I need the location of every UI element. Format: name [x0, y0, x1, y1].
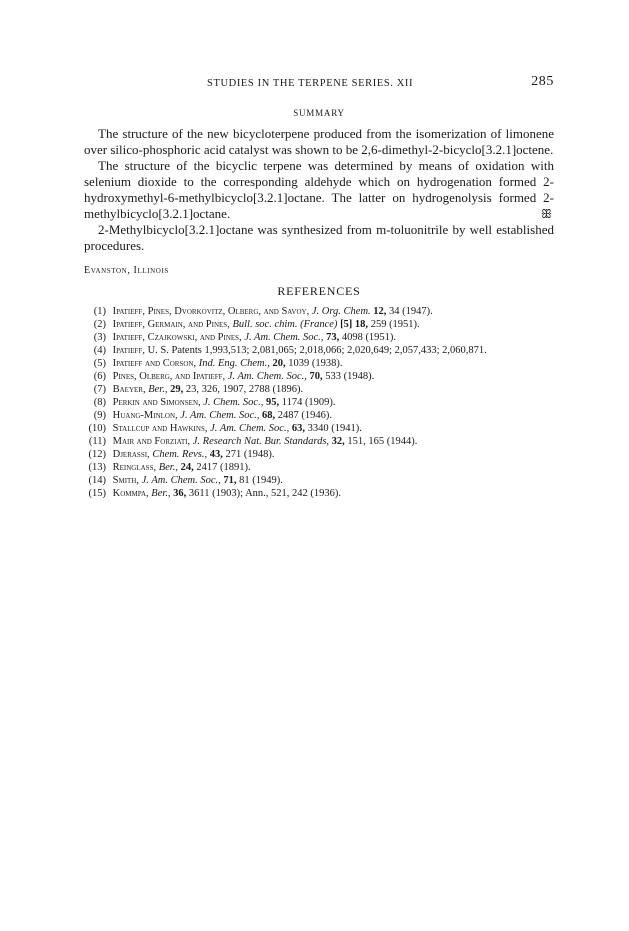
reference-volume: 29, — [170, 384, 184, 395]
reference-authors: Smith, — [112, 475, 139, 486]
reference-pages: 34 (1947). — [389, 306, 433, 317]
reference-authors: Kommpa, — [112, 488, 149, 499]
reference-item — [84, 318, 554, 331]
reference-authors: Reinglass, — [112, 462, 157, 473]
reference-authors: Ipatieff, Pines, Dvorkovitz, Olberg, and Savoy, — [112, 306, 310, 317]
reference-journal: J. Org. Chem. — [311, 306, 371, 317]
reference-number: (6) — [93, 371, 106, 382]
reference-number: (12) — [88, 449, 106, 460]
reference-journal: Bull. soc. chim. (France) — [232, 319, 338, 330]
summary-paragraph — [84, 158, 554, 222]
reference-item — [84, 422, 554, 435]
summary-paragraph: The structure of the new bicycloterpene produced from the isomerization of limonene over silico-phosphoric acid catalyst was shown to be 2,6-dimethyl-2-bicyclo[3.2.1]octene. — [84, 126, 554, 157]
reference-journal: J. Am. Chem. Soc., — [141, 475, 221, 486]
reference-item — [84, 305, 554, 318]
reference-pages: 3340 (1941). — [307, 423, 362, 434]
reference-number: (1) — [93, 306, 106, 317]
reference-pages: 23, 326, 1907, 2788 (1896). — [185, 384, 304, 395]
reference-volume: 70, — [309, 371, 323, 382]
reference-number: (14) — [88, 475, 106, 486]
reference-number: (4) — [93, 345, 106, 356]
reference-number: (2) — [93, 319, 106, 330]
reference-authors: Huang-Minlon, — [112, 410, 178, 421]
summary-heading: SUMMARY — [293, 108, 345, 118]
reference-authors: Ipatieff, Czajkowski, and Pines, — [112, 332, 242, 343]
reference-authors: Djerassi, — [112, 449, 150, 460]
reference-journal: J. Am. Chem. Soc., — [180, 410, 260, 421]
reference-item — [84, 383, 554, 396]
reference-journal: Ind. Eng. Chem., — [198, 358, 270, 369]
reference-pages: 1039 (1938). — [288, 358, 343, 369]
reference-number: (15) — [88, 488, 106, 499]
reference-pages: 259 (1951). — [370, 319, 420, 330]
reference-journal: Ber., — [158, 462, 178, 473]
reference-authors: Perkin and Simonsen, — [112, 397, 201, 408]
reference-volume: 36, — [173, 488, 187, 499]
summary-paragraph-text: The structure of the bicyclic terpene was determined by means of oxidation with selenium dioxide to the corresponding aldehyde which on hydrogenation formed 2-hydroxymethyl-6-methylbicyclo[3.2.1]octane. The latter on hydrogenolysis formed 2-methylbicyclo[3.2.1]octane. — [84, 158, 554, 221]
reference-authors: Baeyer, — [112, 384, 146, 395]
reference-pages: 271 (1948). — [225, 449, 275, 460]
journal-page — [84, 74, 554, 500]
reference-journal: J. Am. Chem. Soc., — [227, 371, 307, 382]
reference-number: (9) — [93, 410, 106, 421]
reference-item — [84, 357, 554, 370]
reference-pages: 2487 (1946). — [277, 410, 333, 421]
reference-item — [84, 370, 554, 383]
reference-item — [84, 409, 554, 422]
reference-authors: Mair and Forziati, — [112, 436, 191, 447]
reference-authors: Stallcup and Hawkins, — [112, 423, 208, 434]
reference-item — [84, 396, 554, 409]
reference-pages: U. S. Patents 1,993,513; 2,081,065; 2,018,066; 2,020,649; 2,057,433; 2,060,871. — [147, 345, 487, 356]
author-affiliation: Evanston, Illinois — [84, 265, 169, 276]
reference-number: (11) — [88, 436, 106, 447]
reference-list — [84, 305, 554, 500]
reference-authors: Pines, Olberg, and Ipatieff, — [112, 371, 226, 382]
reference-item — [84, 461, 554, 474]
reference-item — [84, 448, 554, 461]
reference-volume: 32, — [331, 436, 345, 447]
reference-volume: 12, — [373, 306, 387, 317]
reference-pages: 151, 165 (1944). — [347, 436, 418, 447]
reference-journal: J. Am. Chem. Soc., — [210, 423, 290, 434]
reference-volume: 24, — [180, 462, 194, 473]
reference-volume: 20, — [272, 358, 286, 369]
reference-journal: Chem. Revs., — [152, 449, 208, 460]
reference-journal: Ber., — [148, 384, 168, 395]
reference-volume: [5] 18, — [340, 319, 369, 330]
reference-item — [84, 331, 554, 344]
reference-journal: Ber., — [151, 488, 171, 499]
reference-journal: J. Am. Chem. Soc., — [244, 332, 324, 343]
end-mark-icon: ꕥ — [540, 207, 552, 221]
reference-item — [84, 474, 554, 487]
reference-item — [84, 344, 554, 357]
reference-number: (5) — [93, 358, 106, 369]
reference-pages: 533 (1948). — [325, 371, 375, 382]
running-title: STUDIES IN THE TERPENE SERIES. XII — [207, 78, 414, 89]
reference-pages: 3611 (1903); Ann., 521, 242 (1936). — [188, 488, 342, 499]
references-heading: REFERENCES — [277, 284, 361, 298]
reference-journal: J. Research Nat. Bur. Standards, — [192, 436, 330, 447]
reference-item — [84, 435, 554, 448]
reference-item — [84, 487, 554, 500]
reference-number: (3) — [93, 332, 106, 343]
reference-number: (10) — [88, 423, 106, 434]
reference-volume: 63, — [291, 423, 305, 434]
reference-pages: 81 (1949). — [239, 475, 283, 486]
reference-volume: 73, — [326, 332, 340, 343]
reference-authors: Ipatieff, — [112, 345, 145, 356]
reference-journal: J. Chem. Soc., — [203, 397, 264, 408]
page-number: 285 — [531, 74, 554, 89]
reference-pages: 1174 (1909). — [281, 397, 336, 408]
reference-authors: Ipatieff, Germain, and Pines, — [112, 319, 230, 330]
reference-volume: 43, — [209, 449, 223, 460]
reference-number: (13) — [88, 462, 106, 473]
reference-pages: 2417 (1891). — [196, 462, 251, 473]
reference-authors: Ipatieff and Corson, — [112, 358, 197, 369]
reference-volume: 71, — [223, 475, 237, 486]
reference-volume: 95, — [265, 397, 280, 408]
reference-number: (7) — [93, 384, 106, 395]
running-head — [84, 74, 554, 94]
reference-pages: 4098 (1951). — [341, 332, 397, 343]
reference-number: (8) — [93, 397, 106, 408]
summary-paragraph: 2-Methylbicyclo[3.2.1]octane was synthesized from m-toluonitrile by well established procedures. — [84, 222, 554, 253]
reference-volume: 68, — [262, 410, 276, 421]
